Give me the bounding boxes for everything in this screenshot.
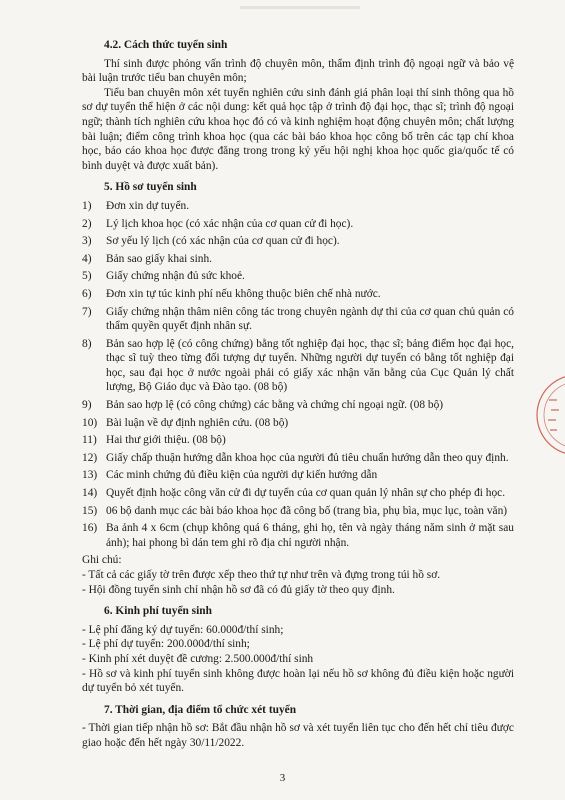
list-item	[82, 451, 514, 466]
list-item	[82, 337, 514, 395]
list-item	[82, 199, 514, 214]
section-4-2-paragraph: Thí sinh được phỏng vấn trình độ chuyên môn, thẩm định trình độ ngoại ngữ và bảo vệ bài luận trước tiểu ban chuyên môn;	[82, 57, 514, 85]
fee-line: - Lệ phí đăng ký dự tuyển: 60.000đ/thí sinh;	[82, 623, 284, 636]
list-item-number: 11)	[82, 434, 97, 447]
list-item	[82, 433, 514, 448]
list-item-number: 10)	[82, 416, 98, 429]
list-item-number: 5)	[82, 270, 92, 283]
list-item-text: Bản sao giấy khai sinh.	[106, 252, 212, 265]
list-item	[82, 252, 514, 267]
fee-line: - Hồ sơ và kinh phí tuyển sinh không được hoàn lại nếu hồ sơ không đủ điều kiện hoặc người dự tuyển bỏ xét tuyển.	[82, 667, 514, 695]
official-stamp	[535, 370, 565, 460]
section-4-2-heading: 4.2. Cách thức tuyển sinh	[104, 39, 228, 51]
fee-line: - Lệ phí dự tuyển: 200.000đ/thí sinh;	[82, 638, 250, 651]
list-item-text: Giấy chứng nhận đủ sức khoẻ.	[106, 270, 245, 283]
list-item-number: 2)	[82, 217, 92, 230]
list-item	[82, 398, 514, 413]
list-item-text: Ba ảnh 4 x 6cm (chụp không quá 6 tháng, ghi họ, tên và ngày tháng năm sinh ở mặt sau ảnh); hai phong bì dán tem ghi rõ địa chỉ người nhận.	[106, 522, 514, 549]
list-item-text: Đơn xin tự túc kinh phí nếu không thuộc biên chế nhà nước.	[106, 287, 381, 300]
list-item-number: 14)	[82, 487, 98, 500]
list-item-number: 6)	[82, 287, 92, 300]
list-item	[82, 269, 514, 284]
list-item-text: Giấy chứng nhận thâm niên công tác trong chuyên ngành dự thi của cơ quan chủ quản có thẩm quyền quyết định nhân sự.	[106, 305, 514, 333]
list-item-text: Đơn xin dự tuyển.	[106, 199, 190, 212]
list-item-text: Lý lịch khoa học (có xác nhận của cơ quan cử đi học).	[106, 217, 354, 230]
fee-line: - Kinh phí xét duyệt đề cương: 2.500.000đ/thí sinh	[82, 652, 314, 665]
list-item-text: Bài luận về dự định nghiên cứu. (08 bộ)	[106, 416, 289, 429]
list-item-number: 4)	[82, 252, 92, 265]
list-item-number: 12)	[82, 451, 98, 464]
list-item-number: 8)	[82, 337, 92, 350]
list-item-text: Quyết định hoặc công văn cử đi dự tuyển của cơ quan quản lý nhân sự cho phép đi học.	[106, 487, 506, 500]
list-item-number: 16)	[82, 522, 98, 535]
list-item-number: 1)	[82, 199, 92, 212]
list-item	[82, 468, 514, 483]
schedule-line: - Thời gian tiếp nhận hồ sơ: Bắt đầu nhận hồ sơ và xét tuyển liên tục cho đến hết chỉ tiêu được giao hoặc đến hết ngày 30/11/2022.	[82, 722, 514, 749]
list-item-text: Các minh chứng đủ điều kiện của người dự kiến hướng dẫn	[106, 469, 378, 482]
list-item-text: Bản sao hợp lệ (có công chứng) các bằng và chứng chỉ ngoại ngữ. (08 bộ)	[106, 399, 444, 412]
list-item	[82, 217, 514, 232]
section-5-heading: 5. Hồ sơ tuyển sinh	[104, 181, 197, 194]
list-item-number: 13)	[82, 469, 98, 482]
list-item	[82, 305, 514, 334]
list-item-text: 06 bộ danh mục các bài báo khoa học đã công bố (trang bìa, phụ bìa, mục lục, toàn văn)	[106, 504, 508, 517]
list-item-text: Bản sao hợp lệ (có công chứng) bằng tốt nghiệp đại học, thạc sĩ; bảng điểm học đại học, thạc sĩ tuỳ theo từng đối tượng dự tuyển. Những người dự tuyển có bằng tốt nghiệp đại học, sau đại học ở nước ngoài phải có giấy xác nhận văn bằng của Cục Quản lý chất lượng, Bộ Giáo dục và Đào tạo. (08 bộ)	[106, 337, 514, 394]
list-item	[82, 234, 514, 249]
list-item-text: Hai thư giới thiệu. (08 bộ)	[106, 434, 226, 447]
required-documents-list	[82, 199, 514, 550]
list-item	[82, 504, 514, 519]
list-item	[82, 521, 514, 550]
list-item-number: 15)	[82, 504, 98, 517]
section-6-heading: 6. Kinh phí tuyển sinh	[104, 605, 212, 618]
scan-mark	[240, 6, 360, 9]
list-item-text: Sơ yếu lý lịch (có xác nhận của cơ quan cử đi học).	[106, 235, 340, 248]
notes-label: Ghi chú:	[82, 554, 122, 567]
note-line: - Hội đồng tuyển sinh chỉ nhận hồ sơ đã có đủ giấy tờ theo quy định.	[82, 583, 395, 596]
list-item-number: 7)	[82, 305, 92, 318]
list-item	[82, 287, 514, 302]
note-line: - Tất cả các giấy tờ trên được xếp theo thứ tự như trên và đựng trong túi hồ sơ.	[82, 569, 441, 581]
list-item	[82, 486, 514, 501]
document-body	[82, 38, 514, 751]
page-number: 3	[279, 772, 286, 784]
list-item-text: Giấy chấp thuận hướng dẫn khoa học của người đủ tiêu chuẩn hướng dẫn theo quy định.	[106, 451, 509, 464]
list-item-number: 3)	[82, 235, 92, 248]
section-4-2-paragraph: Tiểu ban chuyên môn xét tuyển nghiên cứu sinh đánh giá phân loại thí sinh thông qua hồ sơ dự tuyển thể hiện ở các nội dung: kết quả học tập ở trình độ đại học, thạc sĩ; trình độ ngoại ngữ; thành tích nghiên cứu khoa học đó có và kinh nghiệm hoạt động chuyên môn; chất lượng bài luận; điểm công trình khoa học (qua các bài báo khoa học công bố trên các tạp chí khoa học, báo cáo khoa học được đăng trong trong kỷ yếu hội nghị khoa học quốc gia/quốc tế có bình duyệt và được xuất bản).	[82, 86, 514, 172]
list-item-number: 9)	[82, 399, 92, 412]
list-item	[82, 416, 514, 431]
section-7-heading: 7. Thời gian, địa điểm tổ chức xét tuyển	[104, 703, 297, 716]
